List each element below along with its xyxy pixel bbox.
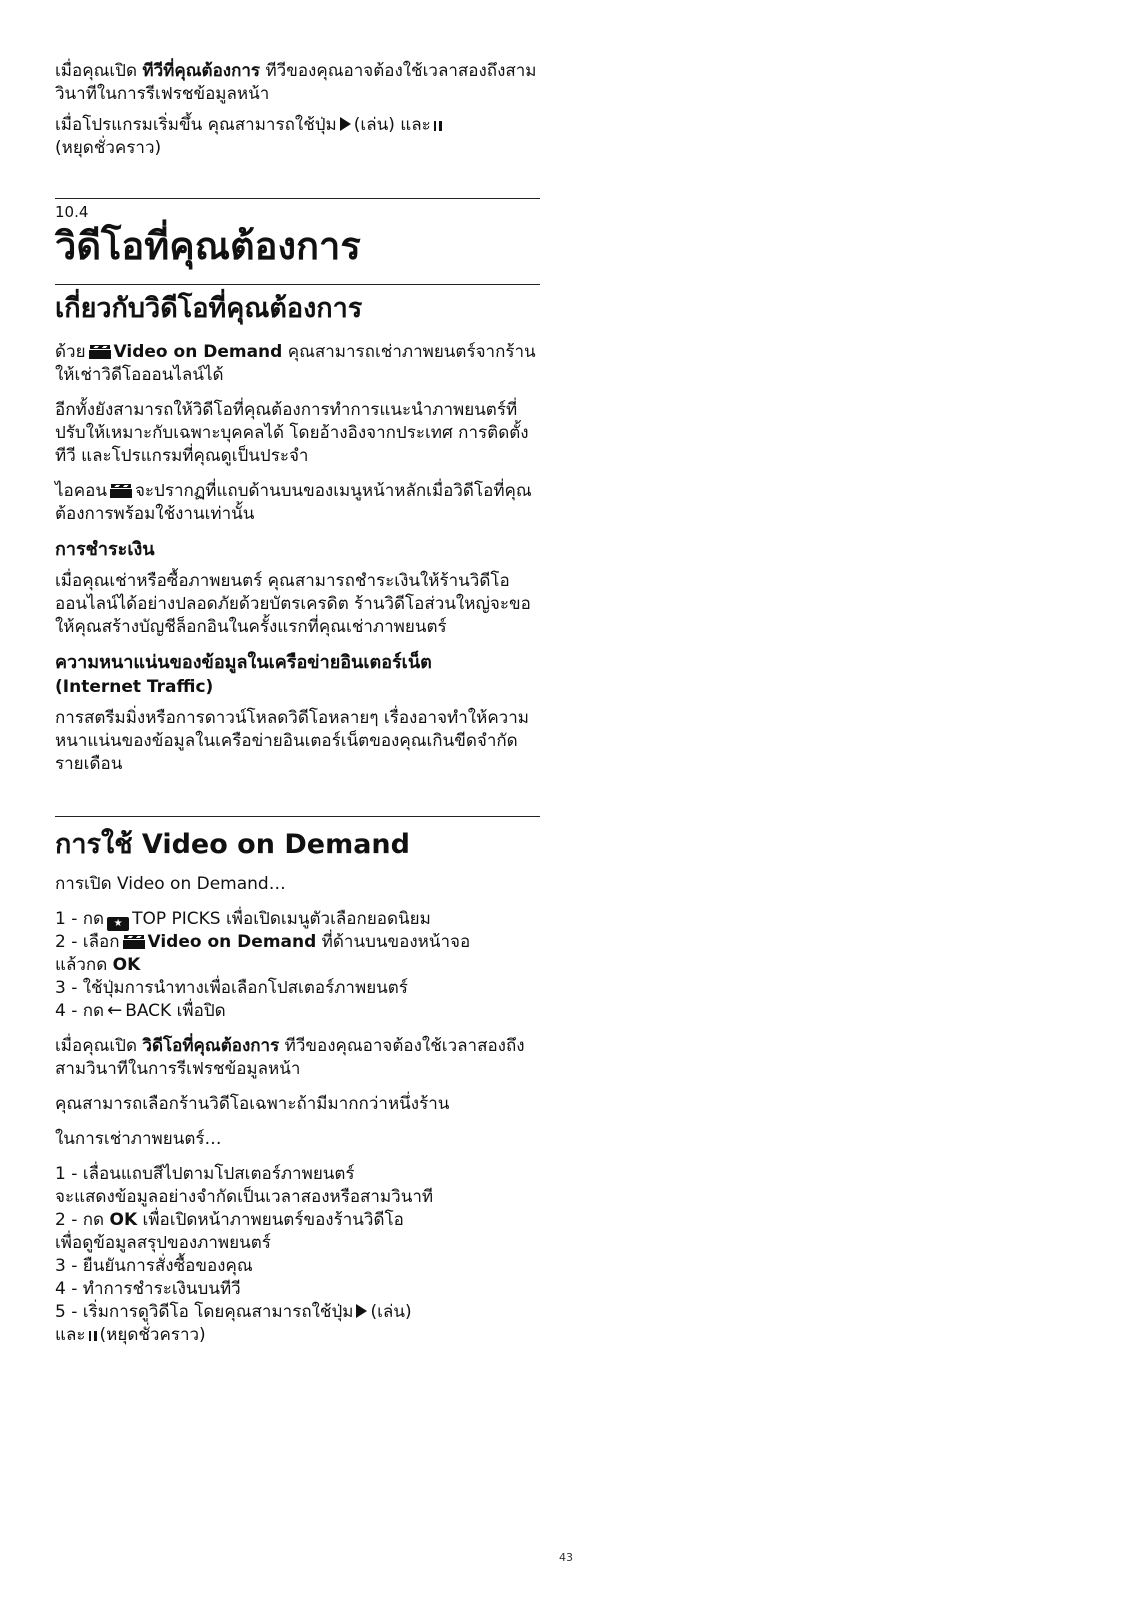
text: ไอคอน xyxy=(55,481,107,501)
text: จะแสดงข้อมูลอย่างจำกัดเป็นเวลาสองหรือสามวินาที xyxy=(55,1187,434,1207)
rent-step-3: 3 - ยืนยันการสั่งซื้อของคุณ xyxy=(55,1256,253,1276)
ok-label: OK xyxy=(112,955,141,975)
page-column xyxy=(55,60,540,1347)
about-paragraph-1 xyxy=(55,341,540,387)
top-picks-icon: ★ xyxy=(107,917,129,931)
emphasis: วิดีโอที่คุณต้องการ xyxy=(142,1036,280,1056)
rent-step-2 xyxy=(55,1209,540,1255)
text: ที่ด้านบนของหน้าจอ xyxy=(316,932,471,952)
play-icon xyxy=(340,117,351,131)
subsection-divider xyxy=(55,816,540,817)
using-heading: การใช้ Video on Demand xyxy=(55,829,410,860)
text: เมื่อคุณเปิด xyxy=(55,61,143,81)
emphasis: ทีวีที่คุณต้องการ xyxy=(142,61,261,81)
text: (หยุดชั่วคราว) xyxy=(99,1325,206,1345)
text: ทีวีของคุณอาจต้องใช้เวลาสองถึงสามวินาทีในการรีเฟรชข้อมูลหน้า xyxy=(55,61,537,104)
intro-paragraph-1 xyxy=(55,60,540,106)
rent-intro: ในการเช่าภาพยนตร์… xyxy=(55,1129,222,1149)
emphasis: Video on Demand xyxy=(113,342,283,362)
section-divider xyxy=(55,198,540,199)
back-arrow-icon: ← xyxy=(107,1000,123,1021)
rent-step-5 xyxy=(55,1301,540,1347)
subsection-divider xyxy=(55,284,540,285)
text: (เล่น) และ xyxy=(353,115,431,135)
open-intro: การเปิด Video on Demand… xyxy=(55,874,286,894)
text: คุณสามารถเช่าภาพยนตร์จากร้านให้เช่าวิดีโอออนไลน์ได้ xyxy=(55,342,536,385)
about-paragraph-2: อีกทั้งยังสามารถให้วิดีโอที่คุณต้องการทำการแนะนำภาพยนตร์ที่ปรับให้เหมาะกับเฉพาะบุคคลได้ โดยอ้างอิงจากประเทศ การติดตั้งทีวี และโปรแกรมที่คุณดูเป็นประจำ xyxy=(55,400,529,466)
clapperboard-icon xyxy=(123,935,145,949)
open-step-1 xyxy=(55,908,540,931)
text: 2 - เลือก xyxy=(55,932,120,952)
emphasis: Video on Demand xyxy=(147,932,317,952)
text: 5 - เริ่มการดูวิดีโอ โดยคุณสามารถใช้ปุ่ม xyxy=(55,1302,354,1322)
ok-label: OK xyxy=(109,1210,138,1230)
clapperboard-icon xyxy=(89,345,111,359)
text: 1 - กด xyxy=(55,909,105,929)
traffic-text: การสตรีมมิ่งหรือการดาวน์โหลดวิดีโอหลายๆ เรื่องอาจทำให้ความหนาแน่นของข้อมูลในเครือข่ายอินเตอร์เน็ตของคุณเกินขีดจำกัดรายเดือน xyxy=(55,708,529,774)
page-number: 43 xyxy=(559,1551,573,1564)
text: 2 - กด xyxy=(55,1210,110,1230)
traffic-heading: ความหนาแน่นของข้อมูลในเครือข่ายอินเตอร์เน็ต xyxy=(55,652,432,673)
open-note xyxy=(55,1035,540,1081)
open-step-2 xyxy=(55,931,540,977)
pause-icon xyxy=(434,121,442,131)
text: (หยุดชั่วคราว) xyxy=(55,138,162,158)
text: ด้วย xyxy=(55,342,86,362)
open-step-3: 3 - ใช้ปุ่มการนำทางเพื่อเลือกโปสเตอร์ภาพยนตร์ xyxy=(55,978,408,998)
payment-text: เมื่อคุณเช่าหรือซื้อภาพยนตร์ คุณสามารถชำระเงินให้ร้านวิดีโอออนไลน์ได้อย่างปลอดภัยด้วยบัตรเครดิต ร้านวิดีโอส่วนใหญ่จะขอให้คุณสร้างบัญชีล็อกอินในครั้งแรกที่คุณเช่าภาพยนตร์ xyxy=(55,571,531,637)
store-note: คุณสามารถเลือกร้านวิดีโอเฉพาะถ้ามีมากกว่าหนึ่งร้าน xyxy=(55,1094,450,1114)
clapperboard-icon xyxy=(110,484,132,498)
pause-icon xyxy=(89,1331,97,1341)
text: BACK เพื่อปิด xyxy=(125,1001,226,1021)
text: เมื่อคุณเปิด xyxy=(55,1036,143,1056)
text: แล้วกด xyxy=(55,955,113,975)
text: จะปรากฏที่แถบด้านบนของเมนูหน้าหลักเมื่อวิดีโอที่คุณต้องการพร้อมใช้งานเท่านั้น xyxy=(55,481,532,524)
text: เพื่อเปิดหน้าภาพยนตร์ของร้านวิดีโอ xyxy=(137,1210,404,1230)
text: และ xyxy=(55,1325,86,1345)
text: 1 - เลื่อนแถบสีไปตามโปสเตอร์ภาพยนตร์ xyxy=(55,1164,355,1184)
intro-paragraph-2 xyxy=(55,114,540,160)
text: TOP PICKS เพื่อเปิดเมนูตัวเลือกยอดนิยม xyxy=(132,909,431,929)
about-paragraph-3 xyxy=(55,480,540,526)
traffic-subheading: (Internet Traffic) xyxy=(55,677,214,697)
text: เมื่อโปรแกรมเริ่มขึ้น คุณสามารถใช้ปุ่ม xyxy=(55,115,337,135)
rent-step-1 xyxy=(55,1163,540,1209)
payment-heading: การชำระเงิน xyxy=(55,539,155,560)
text: 4 - กด xyxy=(55,1001,105,1021)
rent-step-4: 4 - ทำการชำระเงินบนทีวี xyxy=(55,1279,241,1299)
text: (เล่น) xyxy=(370,1302,412,1322)
text: ทีวีของคุณอาจต้องใช้เวลาสองถึงสามวินาทีในการรีเฟรชข้อมูลหน้า xyxy=(55,1036,525,1079)
play-icon xyxy=(356,1304,367,1318)
chapter-title: วิดีโอที่คุณต้องการ xyxy=(55,224,361,268)
section-number: 10.4 xyxy=(55,203,89,221)
text: เพื่อดูข้อมูลสรุปของภาพยนตร์ xyxy=(55,1233,271,1253)
about-heading: เกี่ยวกับวิดีโอที่คุณต้องการ xyxy=(55,293,363,324)
open-step-4 xyxy=(55,1000,540,1023)
